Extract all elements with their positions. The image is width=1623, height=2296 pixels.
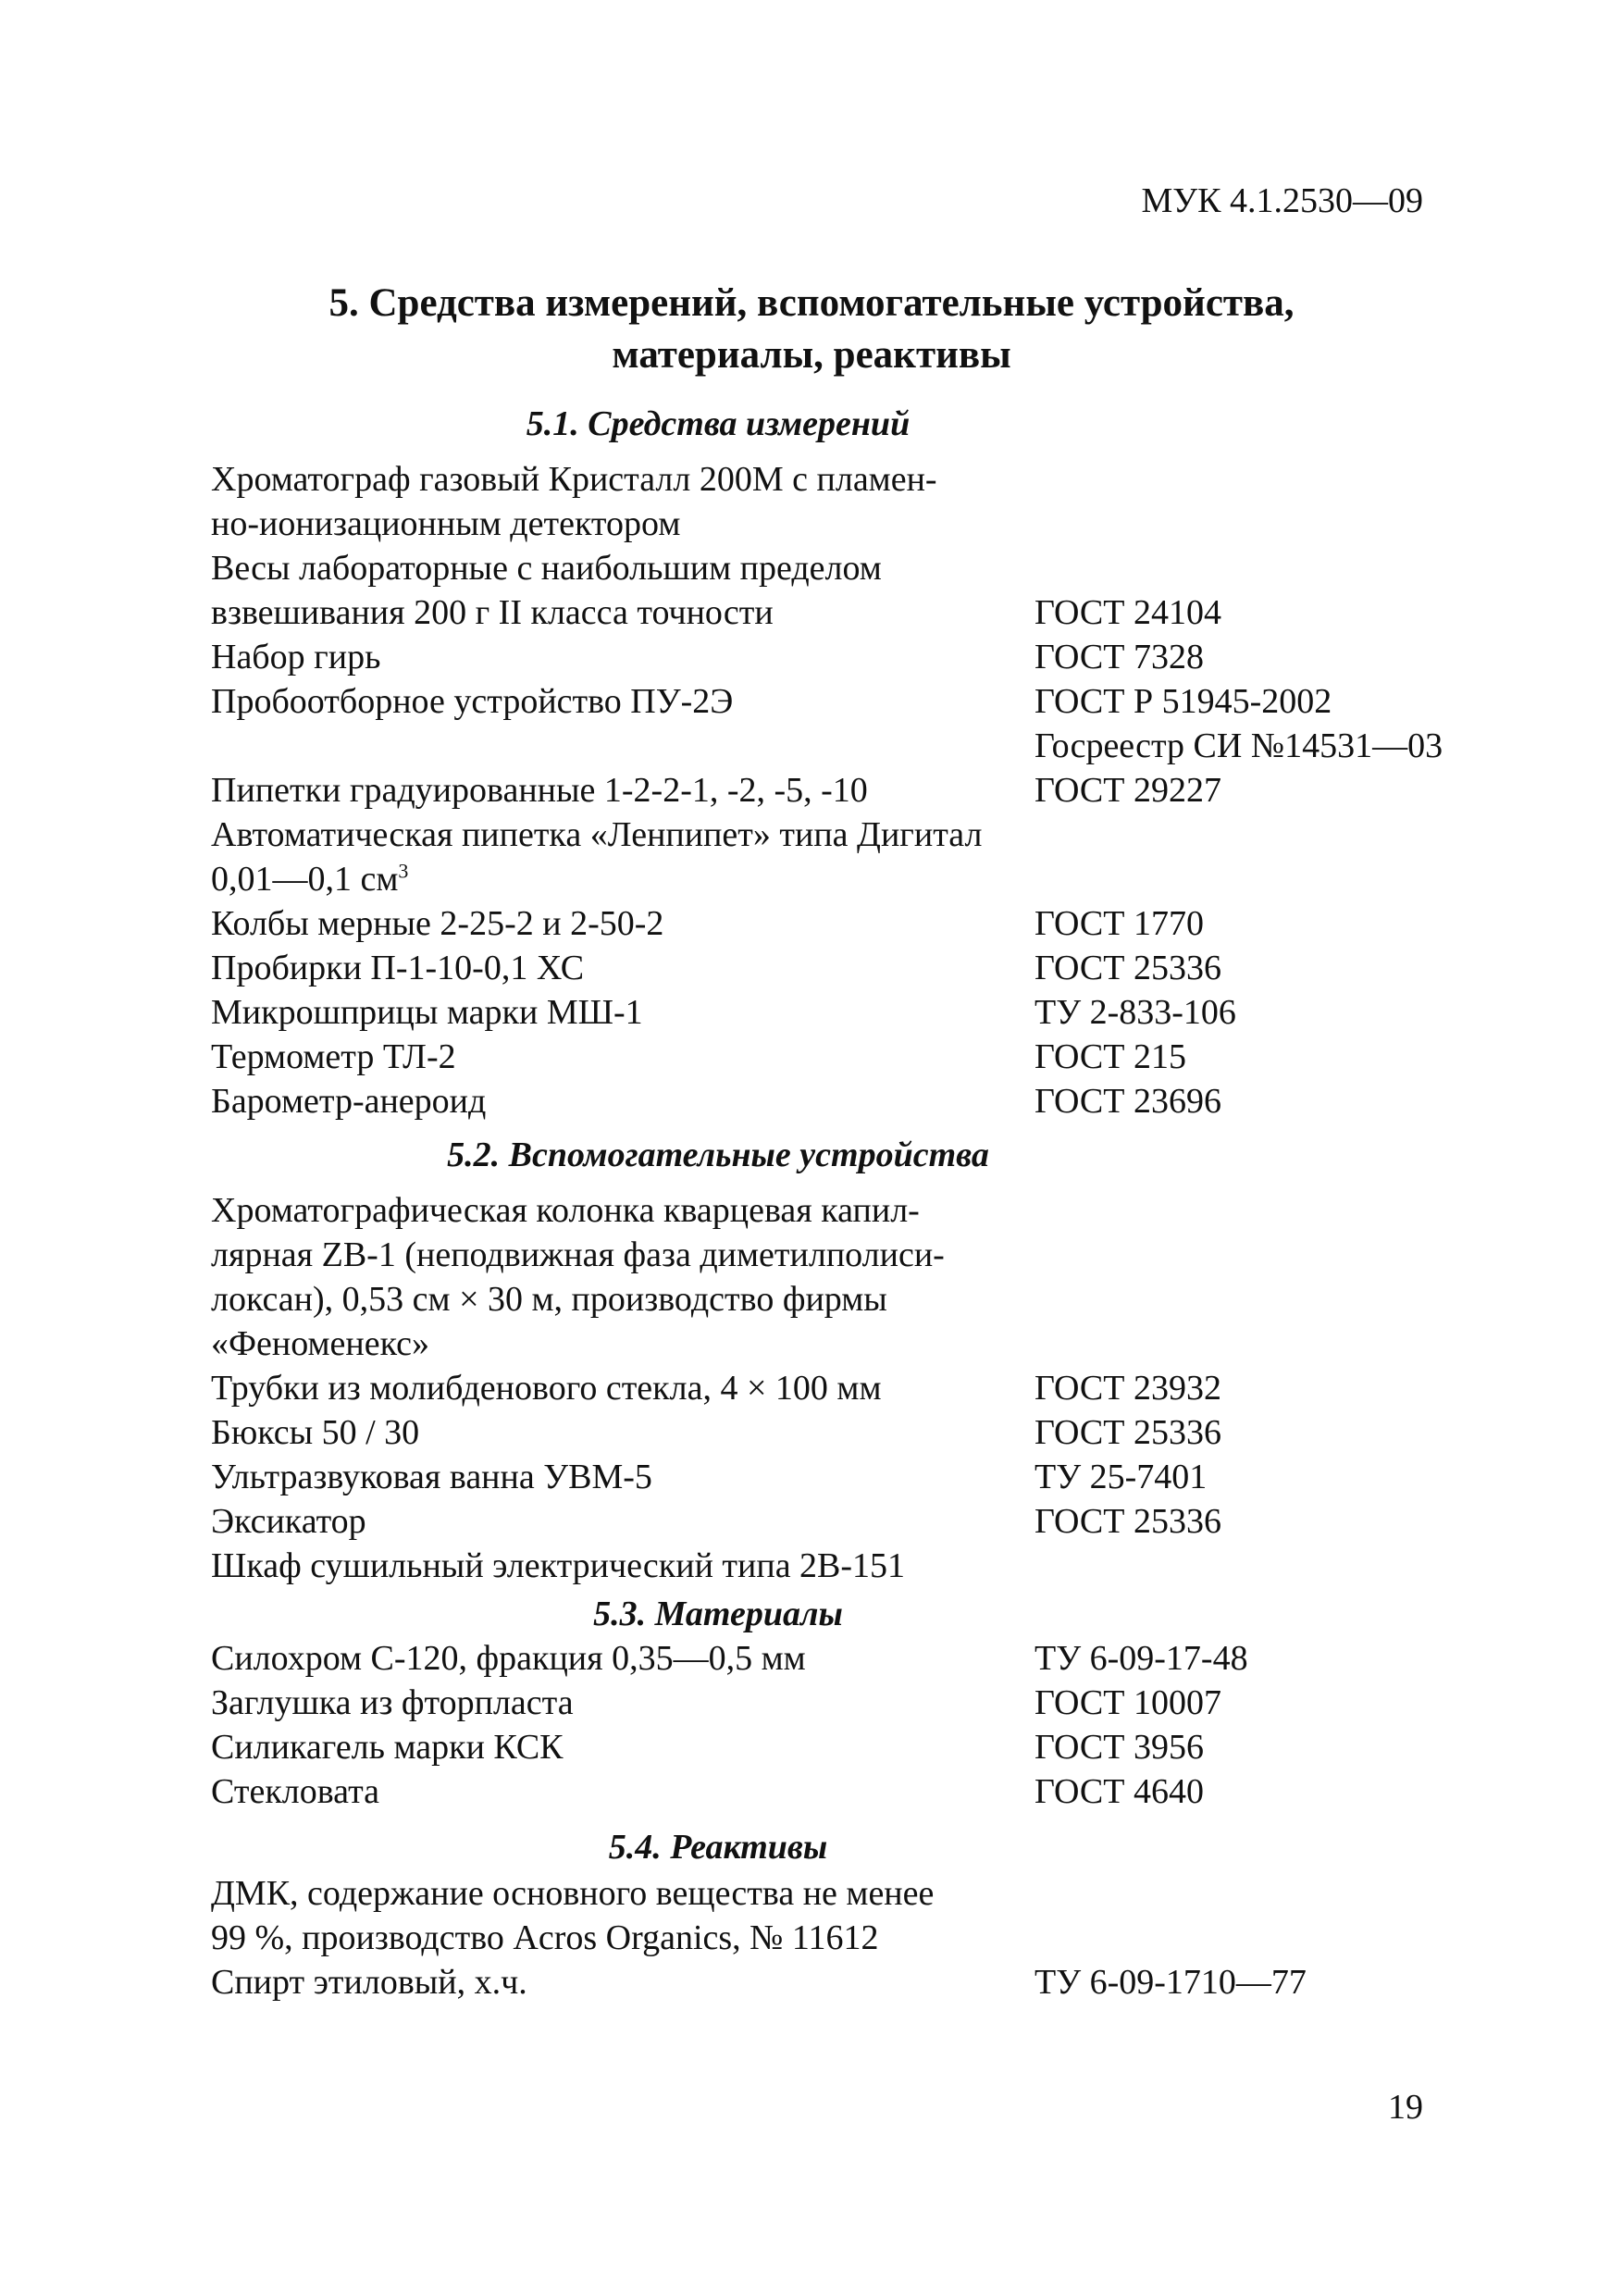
item-name: Бюксы 50 / 30 [211, 1413, 420, 1452]
page-number: 19 [1388, 2088, 1423, 2127]
equipment-list [211, 403, 1506, 2004]
subsection-heading-measuring-instruments: 5.1. Средства измерений [526, 404, 911, 443]
list-item [211, 1636, 1506, 1681]
list-item [211, 457, 1506, 546]
item-name: Шкаф сушильный электрический типа 2В-151 [211, 1546, 906, 1585]
item-standard: ГОСТ 25336 [1035, 949, 1221, 987]
item-name: Спирт этиловый, х.ч. [211, 1963, 527, 2002]
item-standard: ГОСТ 25336 [1035, 1413, 1221, 1452]
item-name: Автоматическая пипетка «Ленпипет» типа Дигитал 0,01—0,1 $см^3$ [211, 815, 983, 899]
item-name: Микрошприцы марки МШ-1 [211, 993, 643, 1032]
list-item [211, 1544, 1506, 1588]
list-item [211, 724, 1506, 768]
item-standard: ТУ 6-09-17-48 [1035, 1639, 1248, 1678]
item-name: Пробирки П-1-10-0,1 ХС [211, 949, 585, 987]
item-standard: ГОСТ 23932 [1035, 1369, 1221, 1408]
item-standard: ТУ 6-09-1710—77 [1035, 1963, 1307, 2002]
section-title-line-1: 5. Средства измерений, вспомогательные устройства, [328, 281, 1295, 325]
list-item [211, 1499, 1506, 1544]
item-name: Колбы мерные 2-25-2 и 2-50-2 [211, 904, 664, 943]
item-name: Термометр ТЛ-2 [211, 1037, 456, 1076]
item-name: Ультразвуковая ванна УВМ-5 [211, 1458, 652, 1496]
document-code: МУК 4.1.2530—09 [1141, 181, 1423, 220]
item-name: Силикагель марки КСК [211, 1728, 564, 1767]
list-item [211, 1188, 1506, 1366]
list-item [211, 813, 1506, 901]
subsection-heading-auxiliary-devices: 5.2. Вспомогательные устройства [447, 1136, 989, 1174]
list-item [211, 1871, 1506, 1960]
item-name: Трубки из молибденового стекла, 4 × 100 мм [211, 1369, 882, 1408]
item-name [211, 724, 1035, 768]
item-standard: ТУ 25-7401 [1035, 1458, 1208, 1496]
list-item [211, 946, 1506, 990]
item-standard: ГОСТ 23696 [1035, 1082, 1221, 1121]
subsection-heading-reagents: 5.4. Реактивы [608, 1828, 828, 1867]
list-item [211, 1410, 1506, 1455]
item-standard: ГОСТ 7328 [1035, 638, 1204, 676]
item-standard: ТУ 2-833-106 [1035, 993, 1236, 1032]
item-name: Силохром С-120, фракция 0,35—0,5 мм [211, 1639, 806, 1678]
superscript-3: 3 [398, 859, 409, 883]
list-item [211, 1455, 1506, 1499]
item-standard: ГОСТ 25336 [1035, 1502, 1221, 1541]
item-name: Пипетки градуированные 1-2-2-1, -2, -5, -10 [211, 771, 868, 810]
item-standard: ГОСТ 24104 [1035, 593, 1221, 632]
list-item [211, 1769, 1506, 1814]
item-standard: ГОСТ 215 [1035, 1037, 1186, 1076]
item-standard: ГОСТ 4640 [1035, 1772, 1204, 1811]
list-item [211, 679, 1506, 724]
list-item [211, 768, 1506, 813]
item-standard: ГОСТ 1770 [1035, 904, 1204, 943]
item-name: Набор гирь [211, 638, 381, 676]
list-item [211, 546, 1506, 635]
item-standard: Госреестр СИ №14531—03 [1035, 726, 1443, 765]
item-standard: ГОСТ 29227 [1035, 771, 1221, 810]
item-name: Заглушка из фторпласта [211, 1683, 574, 1722]
item-standard: ГОСТ 3956 [1035, 1728, 1204, 1767]
list-item [211, 1366, 1506, 1410]
list-item [211, 1960, 1506, 2004]
item-standard: ГОСТ 10007 [1035, 1683, 1221, 1722]
subsection-heading-materials: 5.3. Материалы [593, 1595, 843, 1633]
section-title-line-2: материалы, реактивы [612, 333, 1011, 377]
item-name: Весы лабораторные с наибольшим пределом взвешивания 200 г II класса точности [211, 549, 882, 632]
item-name: Пробоотборное устройство ПУ-2Э [211, 682, 734, 721]
item-name: Эксикатор [211, 1502, 366, 1541]
list-item [211, 1079, 1506, 1123]
list-item [211, 1681, 1506, 1725]
item-name: Хроматограф газовый Кристалл 200М с пламен- но-ионизационным детектором [211, 460, 937, 543]
list-item [211, 1725, 1506, 1769]
list-item [211, 990, 1506, 1035]
item-standard: ГОСТ Р 51945-2002 [1035, 682, 1332, 721]
list-item [211, 901, 1506, 946]
item-name: Стекловата [211, 1772, 380, 1811]
list-item [211, 635, 1506, 679]
item-name: Хроматографическая колонка кварцевая капил- лярная ZB-1 (неподвижная фаза диметилполиси- локсан), 0,53 см × 30 м, производство фирмы «Феноменекс» [211, 1191, 945, 1363]
list-item [211, 1035, 1506, 1079]
item-name: ДМК, содержание основного вещества не менее 99 %, производство Acros Organics, № 11612 [211, 1874, 935, 1957]
item-name: Барометр-анероид [211, 1082, 487, 1121]
section-title [0, 278, 1623, 381]
